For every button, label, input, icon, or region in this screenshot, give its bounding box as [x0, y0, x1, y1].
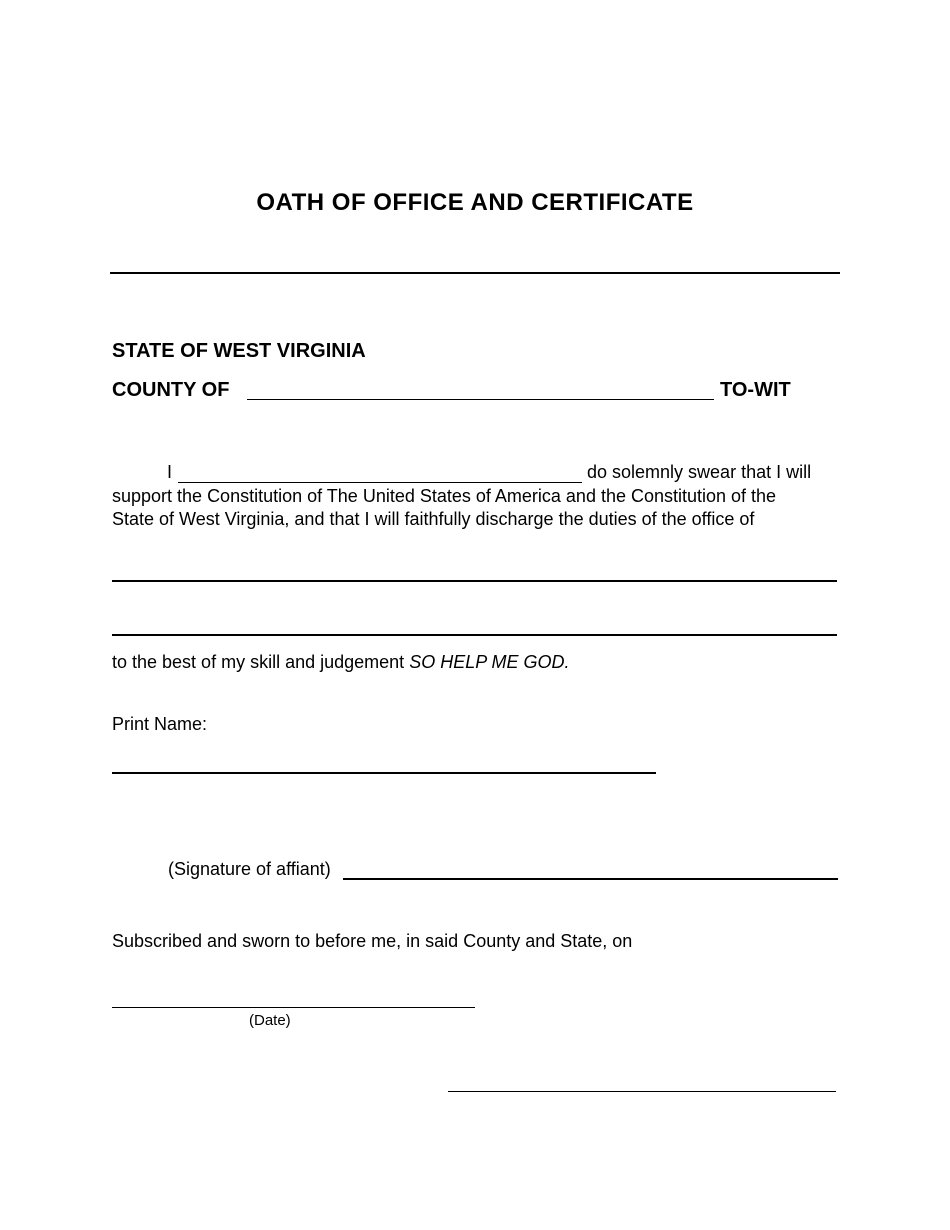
- date-label: (Date): [249, 1012, 291, 1029]
- oath-closing-text: to the best of my skill and judgement: [112, 652, 405, 672]
- signature-label: (Signature of affiant): [168, 859, 331, 879]
- signature-blank-line[interactable]: [343, 878, 838, 880]
- oath-line-2: support the Constitution of The United States of America and the Constitution of the: [112, 486, 777, 506]
- oath-line-3: State of West Virginia, and that I will faithfully discharge the duties of the office of: [112, 509, 755, 529]
- state-heading: STATE OF WEST VIRGINIA: [112, 340, 366, 362]
- print-name-blank-line[interactable]: [112, 772, 656, 774]
- county-label: COUNTY OF: [112, 379, 230, 401]
- office-blank-line-1[interactable]: [112, 580, 837, 582]
- affiant-name-blank-line[interactable]: [178, 482, 582, 483]
- oath-closing: [112, 652, 570, 673]
- print-name-label: Print Name:: [112, 714, 208, 734]
- oath-pronoun: I: [167, 462, 173, 482]
- date-blank-line[interactable]: [112, 1007, 475, 1008]
- to-wit-label: TO-WIT: [720, 379, 791, 401]
- oath-line-1: do solemnly swear that I will: [587, 462, 812, 482]
- title-divider: [110, 272, 840, 274]
- sworn-statement: Subscribed and sworn to before me, in said County and State, on: [112, 931, 633, 951]
- county-blank-line[interactable]: [247, 399, 714, 400]
- oath-closing-italic: SO HELP ME GOD.: [409, 652, 570, 672]
- office-blank-line-2[interactable]: [112, 634, 837, 636]
- document-title: OATH OF OFFICE AND CERTIFICATE: [256, 189, 694, 216]
- officer-signature-blank-line[interactable]: [448, 1091, 836, 1092]
